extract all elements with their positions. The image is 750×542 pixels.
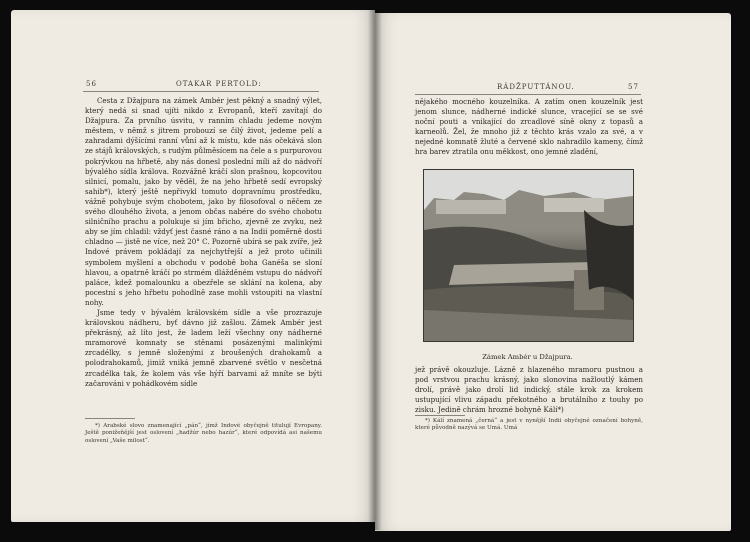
right-body-bottom [415, 365, 643, 415]
book-gutter [368, 10, 382, 530]
left-footnote-rule [85, 418, 135, 419]
left-body-text [85, 96, 322, 389]
left-paragraph-1: Cesta z Džajpura na zámek Ambér jest pěkný a snadný výlet, který nedá si snad ujíti nikdo z Evropanů, kteří zavítají do Džajpura. Za prvního úsvitu, v ranním chladu jedeme novým městem, v němž s jitrem probouzí se čilý život, jedeme pelí a zahradami dýšícími ranní vůní až k místu, kde nás očekává slon ze stájů královských, s rudým půlměsícem na čele a s purpurovou pokrývkou na hřbetě, aby nás donesl poslední míli až do nádvoří bývalého sídla králova. Rozvážně kráčí slon prašnou, kopcovitou silnicí, pomalu, jako by věděl, že na jeho hřbetě sedí evropský sahib*), který ještě nepřivykl tomuto dopravnímu prostředku, vážně pohybuje svým chobotem, jako by filosofoval o něčem ze svého dlouhého života, a jenom občas nabére do svého chobotu silničního prachu a polukuje si jím břicho, zjevně ze zvyku, než aby se jím chladil: vždyť jest časné ráno a na Indii poměrně dosti chladno — jistě ne více, než 20° C. Pozorně ubírá se pak zvíře, jež Indové právem pokládají za nejchytřejší a jež proto učinili symbolem myšlení a obchodu v podobě boha Ganéša se sloní hlavou, a opatrně kráčí po strmém dlážděném vstupu do nádvoří paláce, kdež pomalounku a obezřele se sklání na kolena, aby pocestní s jeho hřbetu pohodlně zase mohli vstoupiti na vlastní nohy. [85, 96, 322, 307]
left-page [11, 10, 375, 522]
amber-fort-photo [423, 169, 634, 342]
left-footnote-text: *) Arabské slovo znamenající „pán“, jímž Indové obyčejně titulují Evropany. Ještě ponižeňější jest oslovení „hadžúr nebo hazúr“, které odpovídá asi našemu oslovení „Vaše milost“. [85, 423, 322, 444]
left-page-number: 56 [86, 80, 97, 88]
right-page-number: 57 [628, 83, 639, 91]
right-paragraph-bottom: jež právě okouzluje. Lázně z hlazeného mramoru pustnou a pod vrstvou prachu krásný, jako slonovina nažloutlý kámen drolí, právě jako drolí lid indický, stále krok za krokem ustupující vlivu západu překotného a brutálního z touhy po zisku. Jedině chrám hrozné bohyně Kálí*) [415, 365, 643, 415]
photo-caption: Zámek Ambér u Džajpura. [482, 353, 573, 361]
left-running-head: OTAKAR PERTOLD: [176, 80, 262, 88]
right-page [375, 13, 731, 531]
right-footnote-rule [415, 415, 465, 416]
right-footnote [415, 418, 643, 433]
right-paragraph-top: nějakého mocného kouzelníka. A zatím onen kouzelník jest jenom slunce, nádherné indické slunce, vracející se se své noční pouti a vnikající do zrcadlové síně okny z topasů a karneolů. Žel, že mnoho již z těchto krás vzalo za své, a v nejedné komnatě žluté a červené sklo nahradilo kameny, čímž hra barev ztratila onu měkkost, ono jemné zladění, [415, 97, 643, 157]
right-body-top [415, 97, 643, 158]
right-footnote-text: *) Kálí znamená „černá“ a jest v nynější Indii obyčejné označení bohyně, které původně nazývá se Umá. Umá [415, 418, 643, 432]
left-header-rule [83, 91, 319, 92]
left-paragraph-2: Jsme tedy v bývalém královském sídle a vše prozrazuje královskou nádheru, byť dávno již zašlou. Zámek Ambér jest překrásný, až líto jest, že ladem leží všechny ony nádherné mramorové komnaty se stěnami posázenými malinkými zrcadélky, s jemně složenými z broušených drahokamů a polodrahokamů, jimiž vniká jemně zbarvené světlo v nesčetná zrcadélka tak, že kolem vás vše hýří barvami až mníte se býti začarováni v pohádkovém sídle [85, 307, 322, 388]
right-header-rule [415, 94, 641, 95]
photo-illustration [424, 170, 633, 341]
left-footnote [85, 423, 322, 445]
right-running-head: RÁDŽPUTTÁNOU. [497, 83, 575, 91]
